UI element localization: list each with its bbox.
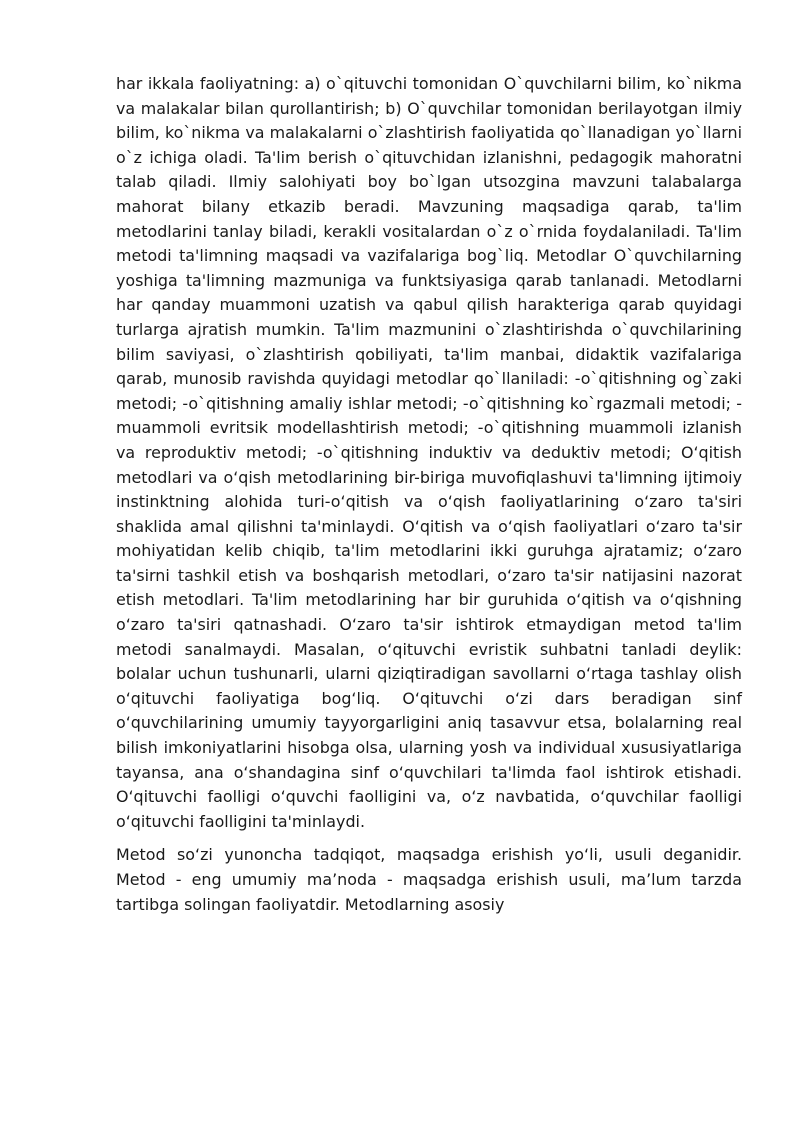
paragraph-teaching-methods: har ikkala faoliyatning: a) o`qituvchi tomonidan O`quvchilarni bilim, ko`nikma va malakalar bilan qurollantirish; b) O`quvchilar tomonidan berilayotgan ilmiy bilim, ko`nikma va malakalarni o`zlashtirish faoliyatida qo`llanadigan yo`llarni o`z ichiga oladi. Ta'lim berish o`qituvchidan izlanishni, pedagogik mahoratni talab qiladi. Ilmiy salohiyati boy bo`lgan utsozgina mavzuni talabalarga mahorat bilany etkazib beradi. Mavzuning maqsadiga qarab, ta'lim metodlarini tanlay biladi, kerakli vositalardan o`z o`rnida foydalaniladi. Ta'lim metodi ta'limning maqsadi va vazifalariga bog`liq. Metodlar O`quvchilarning yoshiga ta'limning mazmuniga va funktsiyasiga qarab tanlanadi. Metodlarni har qanday muammoni uzatish va qabul qilish harakteriga qarab quyidagi turlarga ajratish mumkin. Ta'lim mazmunini o`zlashtirishda o`quvchilarining bilim saviyasi, o`zlashtirish qobiliyati, ta'lim manbai, didaktik vazifalariga qarab, munosib ravishda quyidagi metodlar qo`llaniladi: -o`qitishning og`zaki metodi; -o`qitishning amaliy ishlar metodi; -o`qitishning ko`rgazmali metodi; -muammoli evritsik modellashtirish metodi; -o`qitishning muammoli izlanish va reproduktiv metodi; -o`qitishning induktiv va deduktiv metodi; O‘qitish metodlari va o‘qish metodlarining bir-biriga muvofiqlashuvi ta'limning ijtimoiy instinktning alohida turi-o‘qitish va o‘qish faoliyatlarining o‘zaro ta'siri shaklida amal qilishni ta'minlaydi. O‘qitish va o‘qish faoliyatlari o‘zaro ta'sir mohiyatidan kelib chiqib, ta'lim metodlarini ikki guruhga ajratamiz; o‘zaro ta'sirni tashkil etish va boshqarish metodlari, o‘zaro ta'sir natijasini nazorat etish metodlari. Ta'lim metodlarining har bir guruhida o‘qitish va o‘qishning o‘zaro ta'siri qatnashadi. O‘zaro ta'sir ishtirok etmaydigan metod ta'lim metodi sanalmaydi. Masalan, o‘qituvchi evristik suhbatni tanladi deylik: bolalar uchun tushunarli, ularni qiziqtiradigan savollarni o‘rtaga tashlay olish o‘qituvchi faoliyatiga bog‘liq. O‘qituvchi o‘zi dars beradigan sinf o‘quvchilarining umumiy tayyorgarligini aniq tasavvur etsa, bolalarning real bilish imkoniyatlarini hisobga olsa, ularning yosh va individual xususiyatlariga tayansa, ana o‘shandagina sinf o‘quvchilari ta'limda faol ishtirok etishadi. O‘qituvchi faolligi o‘quvchi faolligini va, o‘z navbatida, o‘quvchilar faolligi o‘qituvchi faolligini ta'minlaydi. xyxy=(116,74,742,831)
document-body xyxy=(116,72,742,917)
paragraph-method-definition: Metod so‘zi yunoncha tadqiqot, maqsadga erishish yo‘li, usuli deganidir. Metod - eng umumiy ma’noda - maqsadga erishish usuli, ma’lum tarzda tartibga solingan faoliyatdir. Metodlarning asosiy xyxy=(116,845,742,914)
